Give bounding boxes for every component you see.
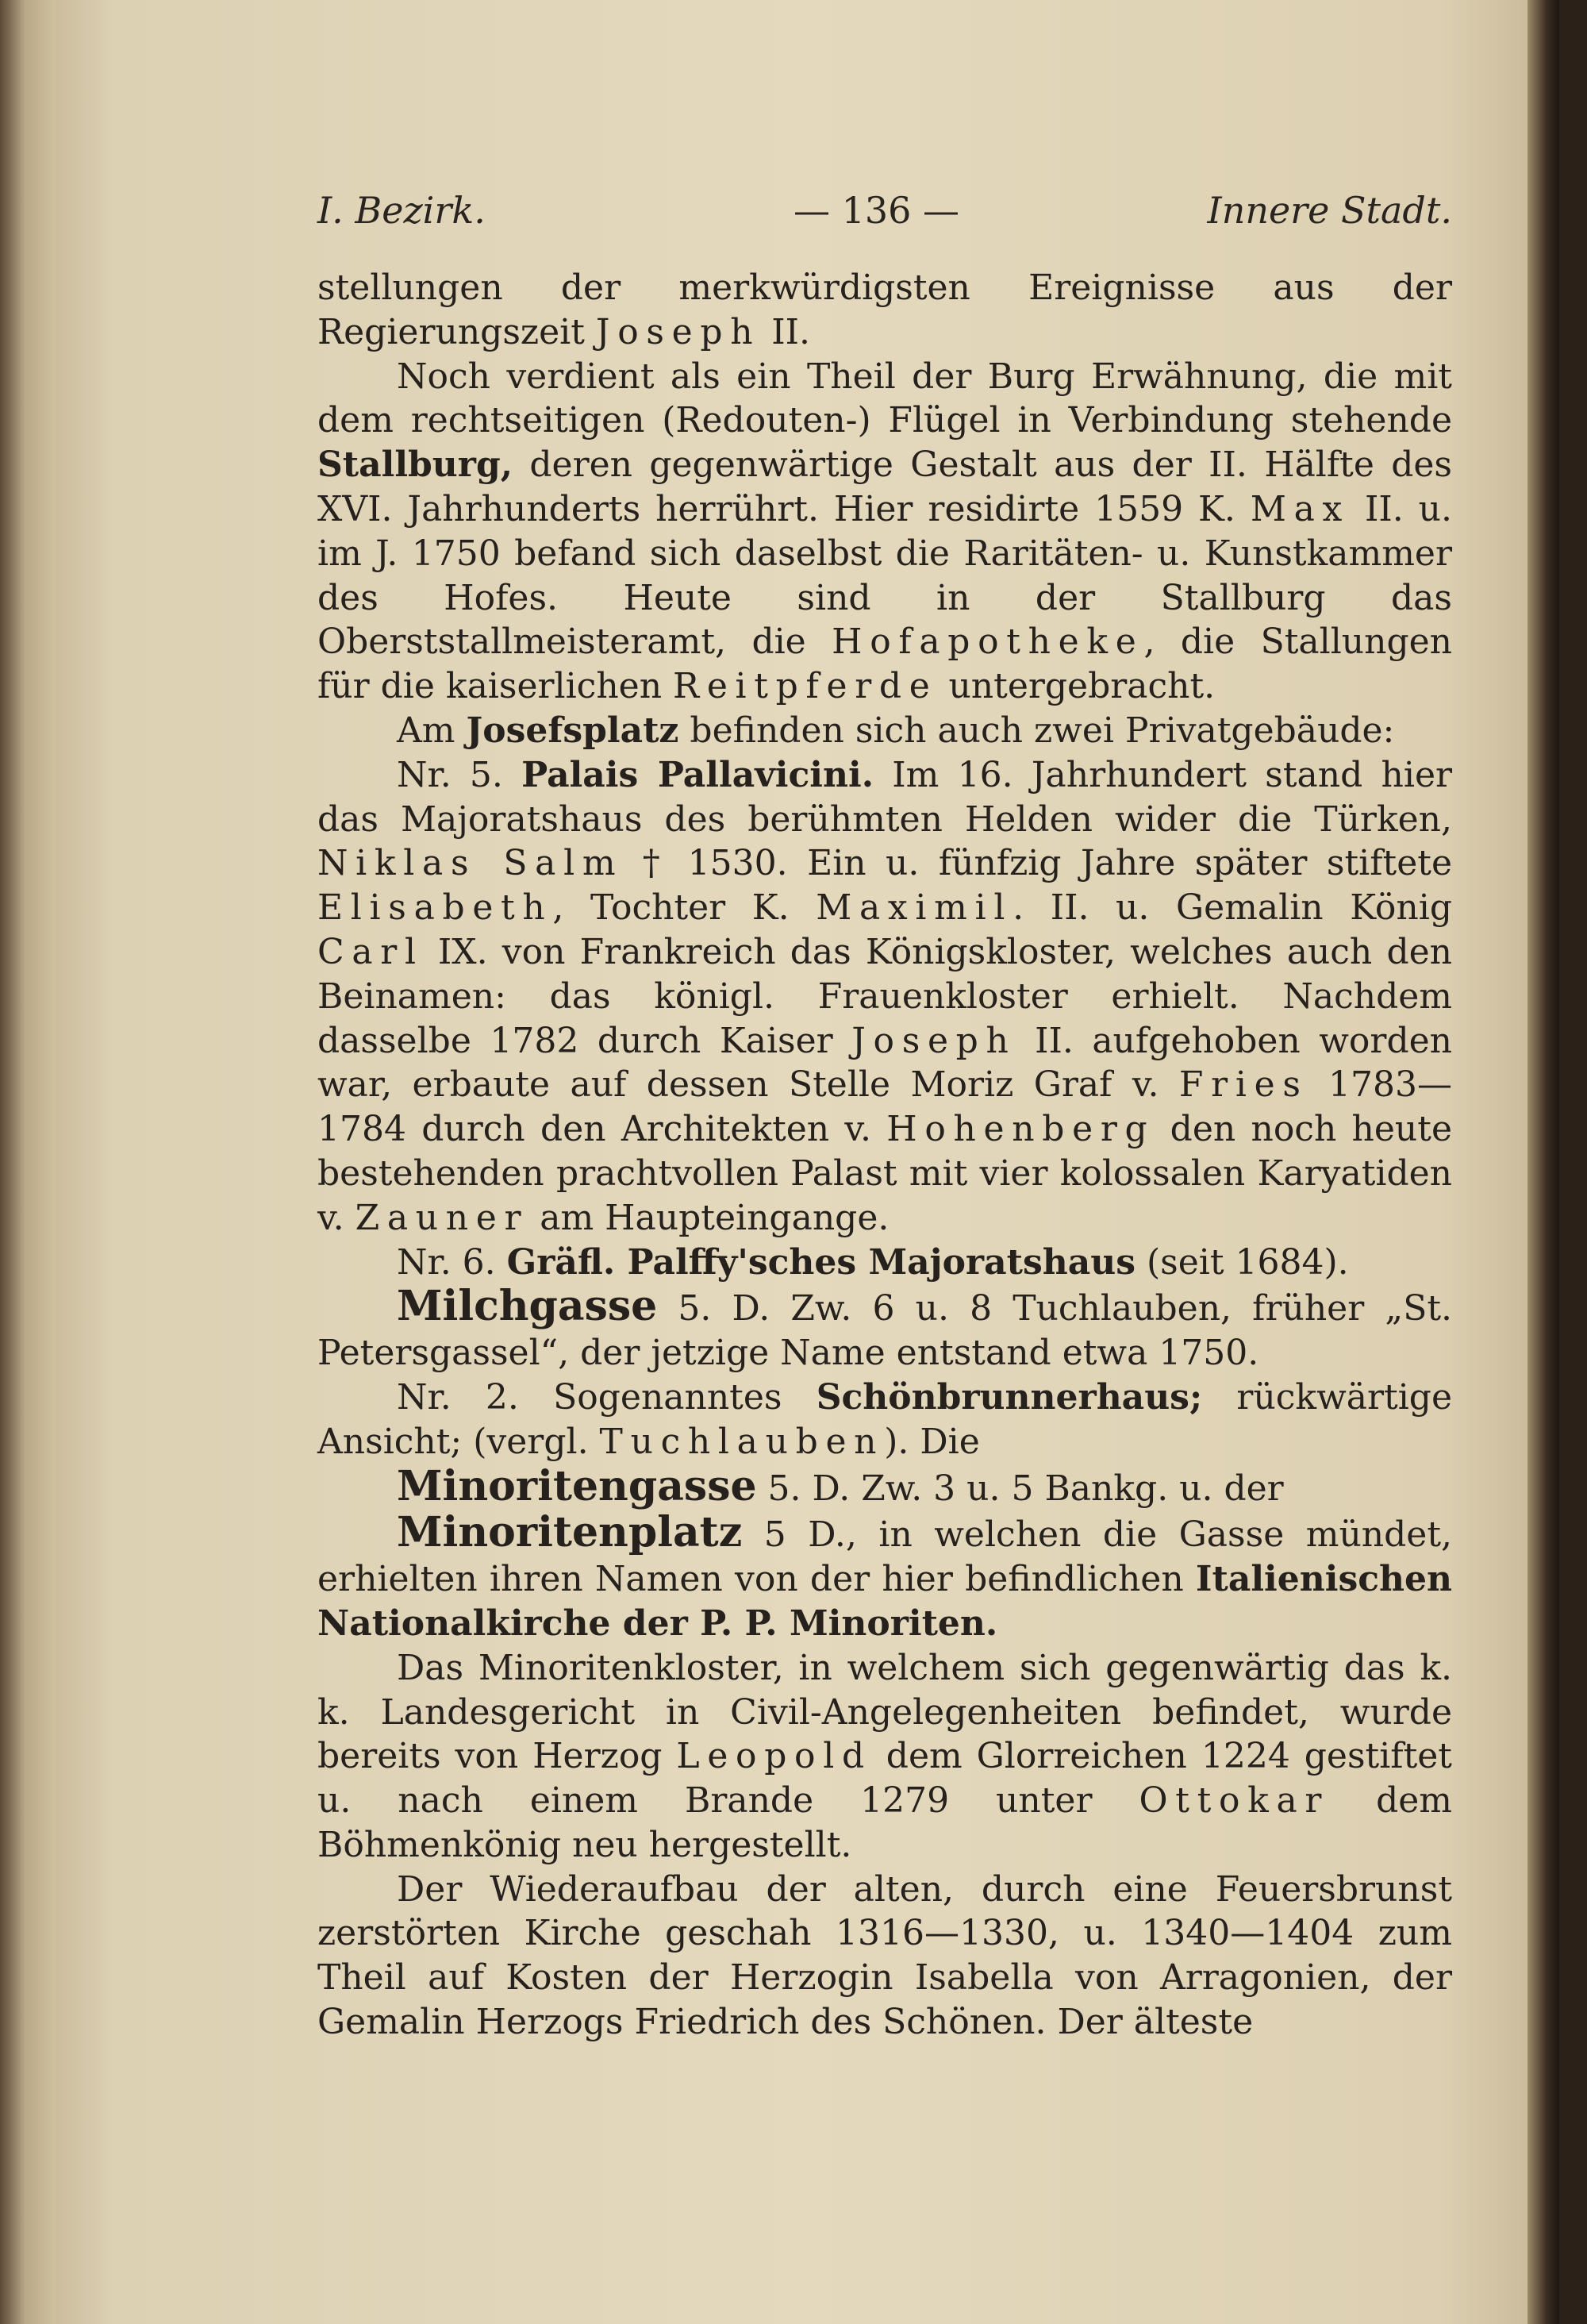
text-run: 5. D. Zw. 6 u. 8 Tuchlauben, früher „St. Petersgassel“, der jetzige Name entstand etwa 1750.	[317, 1288, 1452, 1374]
text-run: (seit 1684).	[1135, 1241, 1349, 1283]
text-run: am Haupteingange.	[528, 1197, 890, 1238]
text-run: Fries	[1178, 1064, 1308, 1106]
paragraph	[317, 753, 1452, 1241]
text-run: Ottokar	[1139, 1780, 1330, 1822]
text-run: Tuchlauben	[599, 1421, 885, 1462]
paragraph	[317, 1646, 1452, 1868]
paragraph	[317, 709, 1452, 753]
text-run: ). Die	[884, 1421, 980, 1462]
paragraph	[317, 355, 1452, 709]
text-run: Leopold	[676, 1736, 872, 1777]
text-run: II. u. im J. 1750 befand sich daselbst die Raritäten- u. Kunstkammer des Hofes. Heute sind in der Stallburg das Oberststallmeisteramt, die	[317, 488, 1452, 663]
text-run: . II. u. Gemalin König	[1013, 887, 1452, 929]
text-run: Elisabeth	[317, 887, 553, 929]
header-section: Innere Stadt.	[1207, 189, 1452, 232]
paragraph	[317, 266, 1452, 355]
text-run: Nr. 6.	[397, 1241, 507, 1283]
street-heading: Minoritengasse	[397, 1461, 757, 1510]
text-run: den noch heute bestehenden prachtvollen Palast mit vier kolossalen Karyatiden v.	[317, 1109, 1452, 1238]
paragraph	[317, 1241, 1452, 1285]
body-text	[317, 266, 1452, 2045]
book-spine	[1527, 0, 1559, 2324]
text-run: Am	[397, 710, 467, 751]
text-run: Max	[1250, 488, 1350, 529]
street-heading: Milchgasse	[397, 1282, 658, 1331]
text-run: Schönbrunnerhaus;	[816, 1376, 1203, 1418]
text-run: , die Stallungen für die kaiserlichen	[317, 621, 1452, 707]
text-run: deren gegenwärtige Gestalt aus der II. Hälfte des XVI. Jahrhunderts herrührt. Hier residirte 1559 K.	[317, 444, 1452, 529]
text-run: † 1530. Ein u. fünfzig Jahre später stiftete	[623, 843, 1452, 884]
text-run: dem Böhmenkönig neu hergestellt.	[317, 1780, 1452, 1865]
text-run: Carl	[317, 931, 424, 972]
page-number: — 136 —	[794, 189, 960, 232]
text-run: Stallburg,	[317, 444, 513, 486]
text-run: Gräfl. Palffy'sches Majoratshaus	[506, 1241, 1135, 1283]
text-run: Der Wiederaufbau der alten, durch eine Feuersbrunst zerstörten Kirche geschah 1316—1330, u. 1340—1404 zum Theil auf Kosten der Herzogin Isabella von Arragonien, der Gemalin Herzogs Friedrich des Schönen. Der älteste	[317, 1868, 1452, 2043]
paragraph	[317, 1868, 1452, 2045]
paragraph	[317, 1510, 1452, 1645]
text-run: Nr. 5.	[397, 754, 522, 795]
left-page-edge	[0, 0, 56, 2324]
text-run: befinden sich auch zwei Privatgebäude:	[678, 710, 1395, 751]
text-run: rückwärtige Ansicht; (vergl.	[317, 1376, 1452, 1462]
text-run: Hofapotheke	[832, 621, 1144, 663]
paragraph	[317, 1284, 1452, 1376]
running-header	[317, 189, 1452, 244]
text-run: Hohenberg	[886, 1109, 1155, 1150]
text-run: Palais Pallavicini.	[521, 754, 874, 795]
text-run: Im 16. Jahrhundert stand hier das Majoratshaus des berühmten Helden wider die Türken,	[317, 754, 1453, 840]
text-run: dem Glorreichen 1224 gestiftet u. nach einem Brande 1279 unter	[317, 1736, 1452, 1822]
text-run: Maximil	[816, 887, 1013, 929]
header-district: I. Bezirk.	[317, 189, 486, 232]
text-run: untergebracht.	[937, 666, 1216, 707]
text-run: Noch verdient als ein Theil der Burg Erwähnung, die mit dem rechtseitigen (Redouten-) Flügel in Verbindung stehende	[317, 356, 1452, 441]
text-run: Joseph	[595, 311, 761, 352]
text-run: 5 D., in welchen die Gasse mündet, erhielten ihren Namen von der hier befindlichen	[317, 1514, 1452, 1600]
text-run: , Tochter K.	[552, 887, 817, 929]
text-run: IX. von Frankreich das Königskloster, welches auch den Beinamen: das königl. Frauenkloster erhielt. Nachdem dasselbe 1782 durch Kaiser	[317, 931, 1452, 1061]
text-run: Zauner	[355, 1197, 529, 1238]
text-run: Nr. 2. Sogenanntes	[397, 1376, 817, 1418]
text-run: stellungen der merkwürdigsten Ereignisse aus der Regierungszeit	[317, 267, 1452, 352]
text-run: II. aufgehoben worden war, erbaute auf dessen Stelle Moriz Graf v.	[317, 1020, 1452, 1106]
paragraph	[317, 1461, 1452, 1511]
text-run: 1783—1784 durch den Architekten v.	[317, 1064, 1452, 1150]
paragraph	[317, 1376, 1452, 1464]
text-run: Josefsplatz	[466, 710, 679, 751]
text-run: Das Minoritenkloster, in welchem sich gegenwärtig das k. k. Landesgericht in Civil-Angelegenheiten befindet, wurde bereits von Herzog	[317, 1647, 1452, 1777]
street-heading: Minoritenplatz	[397, 1508, 743, 1557]
text-run: Niklas Salm	[317, 843, 624, 884]
text-run: Italienischen Nationalkirche der P. P. Minoriten.	[317, 1559, 1452, 1644]
text-run: 5. D. Zw. 3 u. 5 Bankg. u. der	[756, 1468, 1284, 1509]
text-run: Reitpferde	[673, 666, 938, 707]
text-run: Joseph	[851, 1020, 1016, 1061]
text-run: II.	[760, 311, 810, 352]
